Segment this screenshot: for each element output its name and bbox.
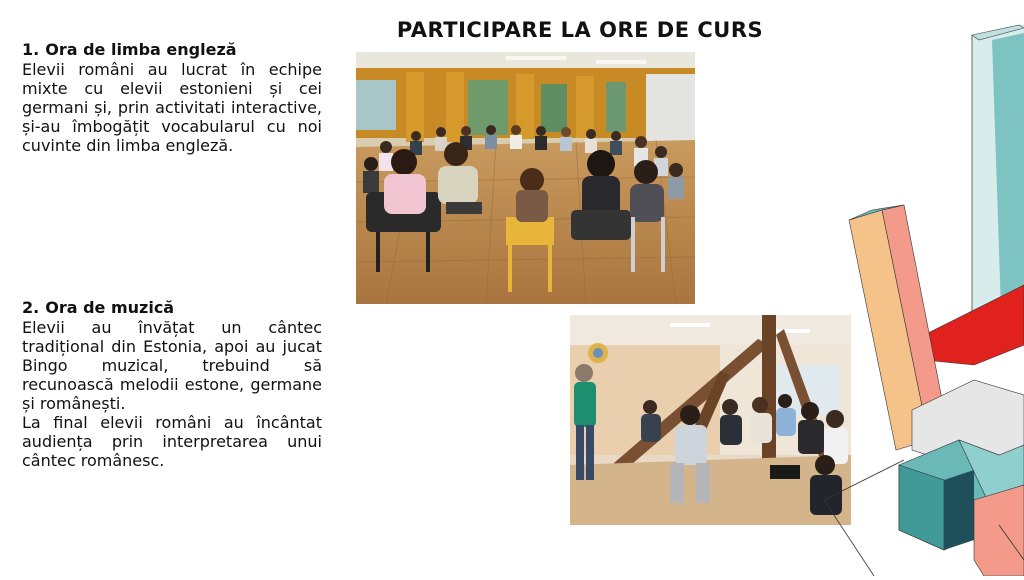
section-paragraph: La final elevii români au încântat audiența prin interpretarea unui cântec românesc. <box>22 413 322 470</box>
section-paragraph: Elevii au învățat un cântec tradițional din Estonia, apoi au jucat Bingo muzical, trebuind să recunoască melodii estone, germane și românești. <box>22 318 322 413</box>
slide-title: PARTICIPARE LA ORE DE CURS <box>396 18 764 42</box>
section-music-class <box>22 298 322 470</box>
isometric-blocks-graphic <box>824 0 1024 576</box>
section-english-class <box>22 40 322 155</box>
section-title: Ora de limba engleză <box>45 40 237 59</box>
music-room-image <box>570 315 851 525</box>
english-class-photo <box>356 52 695 304</box>
section-heading <box>22 40 322 59</box>
section-heading <box>22 298 322 317</box>
section-number: 1. <box>22 40 40 59</box>
section-paragraph: Elevii români au lucrat în echipe mixte cu elevii estonieni și cei germani și, prin activitati interactive, și-au îmbogățit vocabularul cu noi cuvinte din limba engleză. <box>22 60 322 155</box>
section-number: 2. <box>22 298 40 317</box>
classroom-circle-image <box>356 52 695 304</box>
section-title: Ora de muzică <box>45 298 175 317</box>
decorative-blocks <box>824 0 1024 576</box>
music-class-photo <box>570 315 851 525</box>
